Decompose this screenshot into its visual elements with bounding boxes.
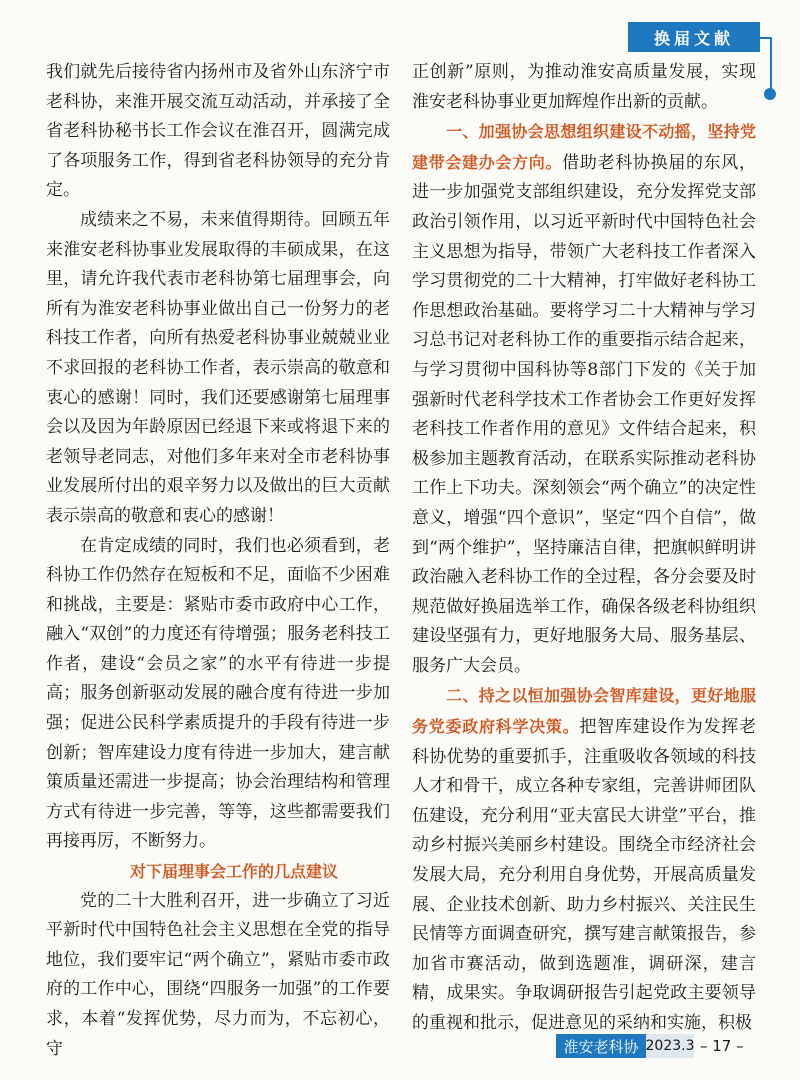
section-heading-2: 二、持之以恒加强协会智库建设，更好地服务党委政府科学决策。 [412,686,756,737]
page-number: – 17 – [700,1037,744,1055]
issue-number: 2023.3 [646,1034,694,1058]
right-column [412,58,756,1039]
header-rule-vertical [770,37,772,91]
paragraph: 我们就先后接待省内扬州市及省外山东济宁市老科协，来淮开展交流互动活动，并承接了全省老科协秘书长工作会议在淮召开，圆满完成了各项服务工作，得到省老科协领导的充分肯定。 [46,62,390,201]
paragraph: 党的二十大胜利召开，进一步确立了习近平新时代中国特色社会主义思想在全党的指导地位，我们要牢记“两个确立”，紧贴市委市政府的工作中心，围绕“四服务一加强”的工作要求，本着“发挥优势，尽力而为，不忘初心，守 [46,890,390,1059]
paragraph: 成绩来之不易，未来值得期待。回顾五年来淮安老科协事业发展取得的丰硕成果，在这里，请允许我代表市老科协第七届理事会，向所有为淮安老科协事业做出自己一份努力的老科技工作者，向所有热爱老科协事业兢兢业业不求回报的老科协工作者，表示崇高的敬意和衷心的感谢！同时，我们还要感谢第七届理事会以及因为年龄原因已经退下来或将退下来的老领导老同志，对他们多年来对全市老科协事业发展所付出的艰辛努力以及做出的巨大贡献表示崇高的敬意和衷心的感谢！ [46,209,390,526]
section-paragraph-2 [412,681,756,1038]
section-body-2: 把智库建设作为发挥老科协优势的重要抓手，注重吸收各领域的科技人才和骨干，成立各种专家组，完善讲师团队伍建设，充分利用“亚夫富民大讲堂”平台，推动乡村振兴美丽乡村建设。围绕全市经济社会发展大局，充分利用自身优势，开展高质量发展、企业技术创新、助力乡村振兴、关注民生民情等方面调查研究，撰写建言献策报告，参加省市赛活动，做到选题准，调研深，建言精，成果实。争取调研报告引起党政主要领导的重视和批示，促进意见的采纳和实施，积极 [412,717,756,1033]
paragraph: 正创新”原则，为推动淮安高质量发展，实现淮安老科协事业更加辉煌作出新的贡献。 [412,62,756,112]
subheading: 对下届理事会工作的几点建议 [129,862,338,882]
paragraph: 在肯定成绩的同时，我们也必须看到，老科协工作仍然存在短板和不足，面临不少困难和挑战，主要是：紧贴市委市政府中心工作，融入“双创”的力度还有待增强；服务老科技工作者，建设“会员之家”的水平有待进一步提高；服务创新驱动发展的融合度有待进一步加强；促进公民科学素质提升的手段有待进一步创新；智库建设力度有待进一步加大，建言献策质量还需进一步提高；协会治理结构和管理方式有待进一步完善，等等，这些都需要我们再接再厉，不断努力。 [46,535,390,852]
section-heading-1: 一、加强协会思想组织建设不动摇，坚持党建带会建办会方向。 [412,122,756,172]
section-paragraph-1 [412,117,756,681]
magazine-name: 淮安老科协 [556,1034,646,1058]
section-tab: 换届文献 [628,22,760,52]
left-column [46,58,390,1064]
section-body-1: 借助老科协换届的东风，进一步加强党支部组织建设，充分发挥党支部政治引领作用，以习近平新时代中国特色社会主义思想为指导，带领广大老科技工作者深入学习贯彻党的二十大精神，打牢做好老科协工作思想政治基础。要将学习二十大精神与学习习总书记对老科协工作的重要指示结合起来，与学习贯彻中国科协等8部门下发的《关于加强新时代老科学技术工作者协会工作更好发挥老科技工作者作用的意见》文件结合起来，积极参加主题教育活动，在联系实际推动老科协工作上下功夫。深刻领会“两个确立”的决定性意义，增强“四个意识”，坚定“四个自信”，做到“两个维护”，坚持廉洁自律，把旗帜鲜明讲政治融入老科协工作的全过程，各分会要及时规范做好换届选举工作，确保各级老科协组织建设坚强有力，更好地服务大局、服务基层、服务广大会员。 [412,152,756,676]
header-dot [764,88,776,100]
